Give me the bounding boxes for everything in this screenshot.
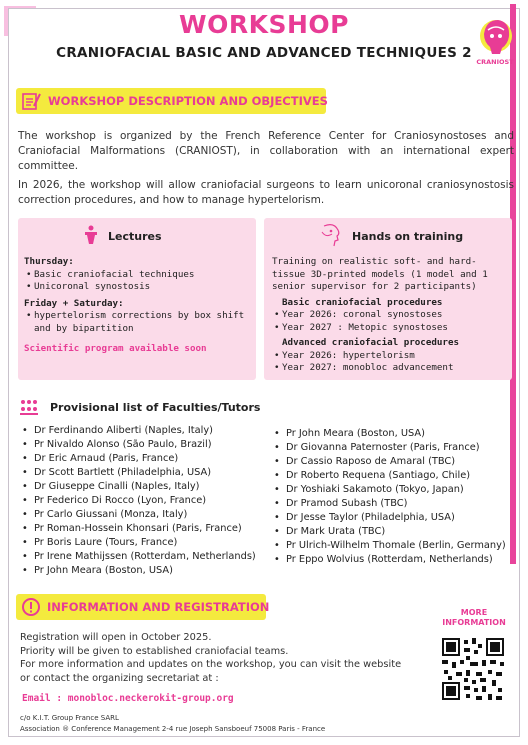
description-paragraph-2: In 2026, the workshop will allow craniofacial surgeons to learn unicoronal craniosynostosis correction procedures, and how to manage hypertelorism. <box>18 179 514 206</box>
qr-code-icon[interactable] <box>440 636 506 702</box>
list-item: • Year 2026: hypertelorism <box>272 350 508 363</box>
basic-label: Basic craniofacial procedures <box>282 296 443 308</box>
faculty-list-right <box>272 427 506 567</box>
hands-on-content <box>272 256 508 375</box>
email-link[interactable]: monobloc.neckerokit-group.org <box>67 693 234 704</box>
list-item: • Dr Jesse Taylor (Philadelphia, USA) <box>272 511 506 525</box>
list-item: • Pr Nivaldo Alonso (São Paulo, Brazil) <box>20 438 256 452</box>
program-note: Scientific program available soon <box>24 343 207 354</box>
list-item: • Year 2027: monobloc advancement <box>272 362 508 375</box>
list-item: • Pr Federico Di Rocco (Lyon, France) <box>20 494 256 508</box>
list-item: • Unicoronal synostosis <box>24 281 252 294</box>
registration-line-1: Registration will open in October 2025. <box>20 632 212 643</box>
information-heading: INFORMATION AND REGISTRATION <box>47 600 270 614</box>
podium-icon <box>82 225 100 245</box>
list-item: • Dr Pramod Subash (TBC) <box>272 497 506 511</box>
advanced-label: Advanced craniofacial procedures <box>282 337 460 348</box>
list-item: • Pr Carlo Giussani (Monza, Italy) <box>20 508 256 522</box>
registration-line-2: Priority will be given to established craniofacial teams. <box>20 645 289 657</box>
email-line <box>22 693 234 704</box>
face-profile-icon <box>318 222 344 248</box>
list-item: • Pr John Meara (Boston, USA) <box>20 564 256 578</box>
footer <box>20 713 325 735</box>
registration-line-4: or contact the organizing secretariat at : <box>20 672 219 684</box>
page-subtitle: CRANIOFACIAL BASIC AND ADVANCED TECHNIQUES 2 <box>56 45 472 61</box>
description-heading: WORKSHOP DESCRIPTION AND OBJECTIVES <box>48 94 328 108</box>
list-item: • Dr Roberto Requena (Santiago, Chile) <box>272 469 506 483</box>
more-info-label: MORE INFORMATION <box>442 608 506 627</box>
list-item: • Dr Eric Arnaud (Paris, France) <box>20 452 256 466</box>
faculty-list-left <box>20 424 256 578</box>
hands-on-intro: Training on realistic soft- and hard-tissue 3D-printed models (1 model and 1 senior supervisor for 2 participants) <box>272 256 488 292</box>
list-item: • Dr Mark Urata (TBC) <box>272 525 506 539</box>
list-item: • Year 2027 : Metopic synostoses <box>272 322 508 335</box>
info-icon <box>21 597 41 617</box>
list-item: • Dr Scott Bartlett (Philadelphia, USA) <box>20 466 256 480</box>
list-item: • Basic craniofacial techniques <box>24 269 252 282</box>
page-title: WORKSHOP <box>179 10 349 39</box>
people-group-icon <box>18 398 40 416</box>
friday-label: Friday + Saturday: <box>24 297 124 309</box>
list-item: • Dr Cassio Raposo de Amaral (TBC) <box>272 455 506 469</box>
hands-on-title: Hands on training <box>352 230 464 243</box>
list-item: • Pr Irene Mathijssen (Rotterdam, Netherlands) <box>20 550 256 564</box>
lectures-title: Lectures <box>108 230 162 243</box>
list-item: • Dr Giovanna Paternoster (Paris, France) <box>272 441 506 455</box>
list-item: • Pr Eppo Wolvius (Rotterdam, Netherlands) <box>272 553 506 567</box>
list-item: • Dr Ferdinando Aliberti (Naples, Italy) <box>20 424 256 438</box>
email-label: Email : <box>22 693 68 704</box>
logo-text: CRANIOST <box>476 58 514 66</box>
footer-line-1: c/o K.I.T. Group France SARL <box>20 714 119 722</box>
lectures-content <box>24 256 252 356</box>
list-item: • Dr Giuseppe Cinalli (Naples, Italy) <box>20 480 256 494</box>
description-paragraph-1: The workshop is organized by the French Reference Center for Craniosynostoses and Craniofacial Malformations (CRANIOST), in collaboration with an international expert committee. <box>18 130 514 172</box>
list-item: • Pr John Meara (Boston, USA) <box>272 427 506 441</box>
list-item: • Dr Yoshiaki Sakamoto (Tokyo, Japan) <box>272 483 506 497</box>
faculty-heading: Provisional list of Faculties/Tutors <box>50 401 261 414</box>
list-item: • Pr Roman-Hossein Khonsari (Paris, France) <box>20 522 256 536</box>
list-item: • Year 2026: coronal synostoses <box>272 309 508 322</box>
list-item: • Pr Ulrich-Wilhelm Thomale (Berlin, Germany) <box>272 539 506 553</box>
footer-line-2: Association ® Conference Management 2-4 rue Joseph Sansboeuf 75008 Paris - France <box>20 725 326 733</box>
registration-line-3: For more information and updates on the workshop, you can visit the website <box>20 659 402 670</box>
list-item: • Pr Boris Laure (Tours, France) <box>20 536 256 550</box>
thursday-label: Thursday: <box>24 256 74 267</box>
notepad-icon <box>20 90 42 112</box>
registration-text <box>20 631 401 685</box>
list-item: • hypertelorism corrections by box shift and by bipartition <box>24 310 252 335</box>
